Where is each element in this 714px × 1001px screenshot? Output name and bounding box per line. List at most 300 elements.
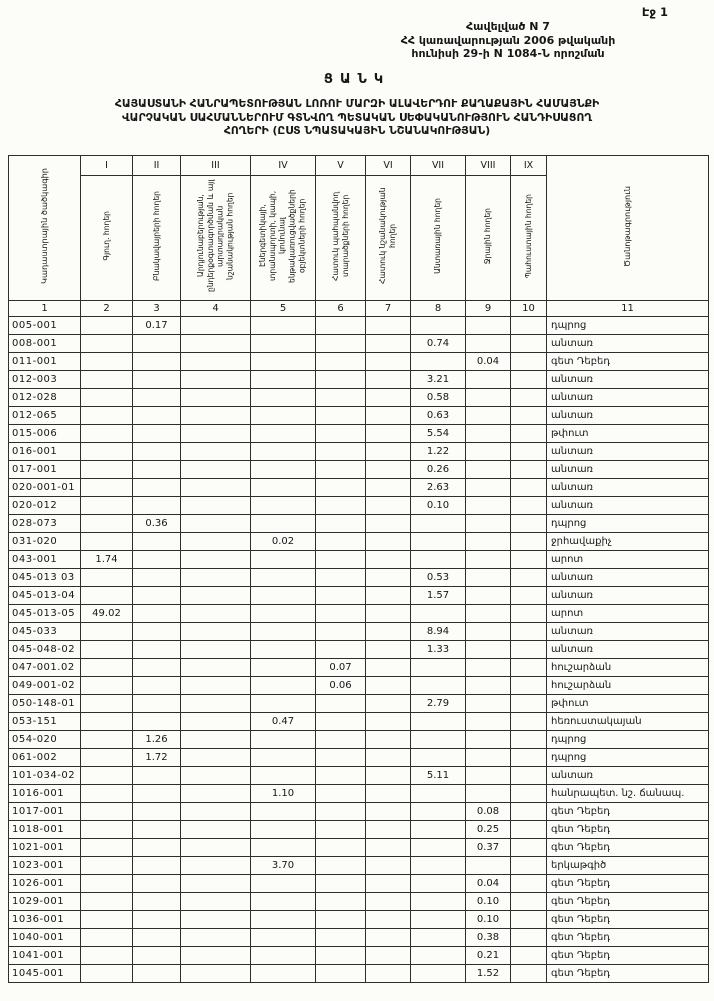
area-value-cell	[181, 641, 251, 659]
area-value-cell	[511, 785, 547, 803]
table-row	[9, 389, 709, 407]
area-value-cell	[466, 533, 511, 551]
area-value-cell	[366, 713, 411, 731]
area-value-cell	[466, 587, 511, 605]
table-row	[9, 515, 709, 533]
area-value-cell	[181, 677, 251, 695]
note-cell: գետ Դեբեդ	[547, 803, 709, 821]
area-value-cell	[81, 911, 133, 929]
table-row	[9, 353, 709, 371]
column-number-cell: 5	[251, 301, 316, 317]
area-value-cell	[181, 821, 251, 839]
cadastral-code-cell: 028-073	[9, 515, 81, 533]
note-cell: հուշարձան	[547, 659, 709, 677]
area-value-cell	[411, 785, 466, 803]
area-value-cell	[181, 479, 251, 497]
area-value-cell	[511, 821, 547, 839]
area-value-cell	[366, 857, 411, 875]
area-value-cell	[366, 893, 411, 911]
header-label: Բնակավայրերի հողեր	[151, 191, 161, 281]
area-value-cell	[366, 839, 411, 857]
area-value-cell	[181, 713, 251, 731]
area-value-cell	[511, 587, 547, 605]
cadastral-code-cell: 020-012	[9, 497, 81, 515]
area-value-cell	[251, 317, 316, 335]
header-land-category	[181, 176, 251, 301]
area-value-cell	[366, 443, 411, 461]
area-value-cell: 0.02	[251, 533, 316, 551]
area-value-cell	[316, 929, 366, 947]
area-value-cell	[81, 767, 133, 785]
area-value-cell: 0.06	[316, 677, 366, 695]
area-value-cell	[181, 749, 251, 767]
area-value-cell	[133, 893, 181, 911]
column-number-cell: 2	[81, 301, 133, 317]
header-land-category	[411, 176, 466, 301]
area-value-cell	[133, 443, 181, 461]
area-value-cell	[251, 389, 316, 407]
note-cell: անտառ	[547, 335, 709, 353]
area-value-cell	[511, 749, 547, 767]
table-row	[9, 731, 709, 749]
header-label: Էներգետիկայի, տրանսպորտի, կապի, կոմունալ ենթակառուցվածքների օբյեկտների հողեր	[258, 189, 307, 283]
area-value-cell	[411, 857, 466, 875]
column-number-cell: 1	[9, 301, 81, 317]
area-value-cell	[316, 641, 366, 659]
area-value-cell	[411, 839, 466, 857]
area-value-cell	[81, 677, 133, 695]
note-cell: անտառ	[547, 767, 709, 785]
cadastral-code-cell: 1041-001	[9, 947, 81, 965]
area-value-cell	[366, 389, 411, 407]
area-value-cell	[133, 497, 181, 515]
header-land-category	[466, 176, 511, 301]
table-row	[9, 407, 709, 425]
area-value-cell	[251, 641, 316, 659]
note-cell: թփուտ	[547, 695, 709, 713]
roman-numeral-cell: II	[133, 156, 181, 176]
area-value-cell	[466, 407, 511, 425]
column-number-cell: 11	[547, 301, 709, 317]
cadastral-code-cell: 1026-001	[9, 875, 81, 893]
note-cell: անտառ	[547, 443, 709, 461]
area-value-cell	[133, 821, 181, 839]
note-cell: արոտ	[547, 551, 709, 569]
area-value-cell	[316, 551, 366, 569]
area-value-cell	[181, 965, 251, 983]
cadastral-code-cell: 045-048-02	[9, 641, 81, 659]
area-value-cell: 1.72	[133, 749, 181, 767]
header-land-category	[316, 176, 366, 301]
roman-numeral-cell: IX	[511, 156, 547, 176]
area-value-cell	[511, 929, 547, 947]
area-value-cell: 0.07	[316, 659, 366, 677]
area-value-cell	[181, 893, 251, 911]
area-value-cell	[133, 785, 181, 803]
area-value-cell	[316, 461, 366, 479]
area-value-cell	[133, 407, 181, 425]
header-cadastral-code	[9, 156, 81, 301]
area-value-cell	[411, 929, 466, 947]
area-value-cell	[81, 785, 133, 803]
area-value-cell	[511, 695, 547, 713]
header-land-category	[251, 176, 316, 301]
area-value-cell	[251, 551, 316, 569]
header-label: Արդյունաբերության, ընդերքօգտագործման և այլ արտադրական նշանակության հողեր	[195, 179, 235, 293]
area-value-cell	[81, 839, 133, 857]
area-value-cell: 0.74	[411, 335, 466, 353]
area-value-cell	[251, 695, 316, 713]
title-line: ՎԱՐՉԱԿԱՆ ՍԱՀՄԱՆՆԵՐՈՒՄ ԳՏՆՎՈՂ ՊԵՏԱԿԱՆ ՍԵՓԱԿԱՆՈՒԹՅՈՒՆ ՀԱՆԴԻՍԱՑՈՂ	[121, 110, 593, 124]
area-value-cell: 0.58	[411, 389, 466, 407]
area-value-cell	[81, 407, 133, 425]
area-value-cell	[133, 533, 181, 551]
area-value-cell	[316, 965, 366, 983]
area-value-cell: 0.10	[466, 911, 511, 929]
area-value-cell	[466, 551, 511, 569]
area-value-cell	[511, 551, 547, 569]
area-value-cell	[466, 695, 511, 713]
header-label: Պահուստային հողեր	[523, 193, 533, 279]
area-value-cell	[251, 875, 316, 893]
area-value-cell	[511, 893, 547, 911]
area-value-cell	[366, 335, 411, 353]
area-value-cell	[316, 821, 366, 839]
cadastral-code-cell: 101-034-02	[9, 767, 81, 785]
area-value-cell	[133, 713, 181, 731]
area-value-cell: 49.02	[81, 605, 133, 623]
cadastral-code-cell: 017-001	[9, 461, 81, 479]
area-value-cell: 5.11	[411, 767, 466, 785]
page-number: Էջ 1	[641, 5, 668, 19]
area-value-cell	[251, 821, 316, 839]
roman-numeral-cell: VI	[366, 156, 411, 176]
roman-numeral-cell: VII	[411, 156, 466, 176]
area-value-cell	[251, 353, 316, 371]
area-value-cell	[81, 929, 133, 947]
cadastral-code-cell: 043-001	[9, 551, 81, 569]
area-value-cell	[133, 695, 181, 713]
area-value-cell	[181, 317, 251, 335]
area-value-cell	[466, 677, 511, 695]
table-row	[9, 965, 709, 983]
area-value-cell	[251, 371, 316, 389]
table-row	[9, 587, 709, 605]
area-value-cell	[366, 425, 411, 443]
table-row	[9, 443, 709, 461]
area-value-cell	[133, 605, 181, 623]
header-note	[547, 156, 709, 301]
area-value-cell	[316, 371, 366, 389]
cadastral-code-cell: 045-013 03	[9, 569, 81, 587]
area-value-cell	[133, 587, 181, 605]
area-value-cell	[511, 371, 547, 389]
area-value-cell	[511, 713, 547, 731]
roman-numeral-cell: I	[81, 156, 133, 176]
area-value-cell	[511, 317, 547, 335]
area-value-cell	[316, 587, 366, 605]
header-land-category	[133, 176, 181, 301]
area-value-cell	[133, 803, 181, 821]
table-row	[9, 371, 709, 389]
area-value-cell	[411, 605, 466, 623]
area-value-cell	[366, 569, 411, 587]
title-line: ՀՈՂԵՐԻ (ԸՍՏ ՆՊԱՏԱԿԱՅԻՆ ՆՇԱՆԱԿՈՒԹՅԱՆ)	[223, 124, 491, 137]
area-value-cell	[366, 605, 411, 623]
area-value-cell	[133, 857, 181, 875]
area-value-cell	[366, 407, 411, 425]
area-value-cell	[511, 407, 547, 425]
area-value-cell	[366, 641, 411, 659]
cadastral-code-cell: 1017-001	[9, 803, 81, 821]
area-value-cell	[511, 425, 547, 443]
cadastral-code-cell: 050-148-01	[9, 695, 81, 713]
area-value-cell	[366, 515, 411, 533]
area-value-cell: 1.33	[411, 641, 466, 659]
area-value-cell: 0.38	[466, 929, 511, 947]
area-value-cell	[181, 803, 251, 821]
area-value-cell	[366, 911, 411, 929]
area-value-cell	[181, 731, 251, 749]
table-row	[9, 677, 709, 695]
area-value-cell	[511, 605, 547, 623]
area-value-cell	[81, 425, 133, 443]
area-value-cell	[251, 569, 316, 587]
area-value-cell	[466, 371, 511, 389]
area-value-cell	[181, 425, 251, 443]
table-row	[9, 317, 709, 335]
area-value-cell	[81, 695, 133, 713]
area-value-cell	[466, 749, 511, 767]
area-value-cell	[181, 461, 251, 479]
area-value-cell	[466, 443, 511, 461]
table-row	[9, 857, 709, 875]
area-value-cell	[251, 659, 316, 677]
note-cell: անտառ	[547, 587, 709, 605]
roman-numeral-cell: IV	[251, 156, 316, 176]
area-value-cell	[316, 353, 366, 371]
area-value-cell	[181, 929, 251, 947]
area-value-cell	[466, 641, 511, 659]
area-value-cell	[366, 317, 411, 335]
area-value-cell	[133, 965, 181, 983]
header-label: Անտառային հողեր	[433, 198, 443, 274]
area-value-cell	[181, 551, 251, 569]
area-value-cell	[81, 731, 133, 749]
table-row	[9, 839, 709, 857]
cadastral-code-cell: 008-001	[9, 335, 81, 353]
header-land-category	[511, 176, 547, 301]
area-value-cell	[181, 785, 251, 803]
header-label: Ծանոթագրություն	[622, 185, 633, 267]
area-value-cell	[411, 911, 466, 929]
area-value-cell	[133, 569, 181, 587]
area-value-cell	[81, 749, 133, 767]
area-value-cell	[316, 389, 366, 407]
table-row	[9, 767, 709, 785]
area-value-cell	[81, 659, 133, 677]
area-value-cell	[181, 443, 251, 461]
area-value-cell	[366, 587, 411, 605]
area-value-cell	[316, 893, 366, 911]
cadastral-code-cell: 045-013-05	[9, 605, 81, 623]
note-cell: անտառ	[547, 479, 709, 497]
area-value-cell	[511, 857, 547, 875]
table-row	[9, 425, 709, 443]
cadastral-code-cell: 054-020	[9, 731, 81, 749]
cadastral-code-cell: 045-033	[9, 623, 81, 641]
note-cell: գետ Դեբեդ	[547, 911, 709, 929]
area-value-cell	[251, 731, 316, 749]
table-row	[9, 875, 709, 893]
cadastral-code-cell: 012-028	[9, 389, 81, 407]
area-value-cell	[411, 731, 466, 749]
area-value-cell	[366, 659, 411, 677]
cadastral-code-cell: 020-001-01	[9, 479, 81, 497]
area-value-cell: 0.04	[466, 875, 511, 893]
area-value-cell	[511, 335, 547, 353]
note-cell: հեռուստակայան	[547, 713, 709, 731]
area-value-cell	[251, 515, 316, 533]
area-value-cell	[466, 335, 511, 353]
area-value-cell	[133, 461, 181, 479]
note-cell: անտառ	[547, 389, 709, 407]
table-row	[9, 821, 709, 839]
area-value-cell	[251, 443, 316, 461]
cadastral-code-cell: 1029-001	[9, 893, 81, 911]
area-value-cell	[251, 893, 316, 911]
area-value-cell	[251, 425, 316, 443]
area-value-cell	[411, 893, 466, 911]
cadastral-code-cell: 047-001.02	[9, 659, 81, 677]
note-cell: դպրոց	[547, 731, 709, 749]
area-value-cell	[411, 803, 466, 821]
area-value-cell	[181, 407, 251, 425]
area-value-cell	[316, 569, 366, 587]
area-value-cell	[316, 839, 366, 857]
area-value-cell	[81, 893, 133, 911]
area-value-cell	[251, 461, 316, 479]
area-value-cell	[411, 551, 466, 569]
area-value-cell: 0.25	[466, 821, 511, 839]
column-number-cell: 3	[133, 301, 181, 317]
area-value-cell	[511, 911, 547, 929]
area-value-cell	[366, 767, 411, 785]
table-body	[9, 317, 709, 983]
area-value-cell	[251, 911, 316, 929]
area-value-cell	[181, 767, 251, 785]
area-value-cell	[366, 785, 411, 803]
area-value-cell: 0.53	[411, 569, 466, 587]
area-value-cell	[81, 641, 133, 659]
annex-line: Հավելված N 7	[466, 20, 550, 33]
area-value-cell: 5.54	[411, 425, 466, 443]
area-value-cell	[511, 875, 547, 893]
area-value-cell	[133, 911, 181, 929]
area-value-cell	[411, 749, 466, 767]
area-value-cell	[411, 533, 466, 551]
area-value-cell	[133, 641, 181, 659]
cadastral-code-cell: 1023-001	[9, 857, 81, 875]
area-value-cell	[511, 839, 547, 857]
note-cell: երկաթգիծ	[547, 857, 709, 875]
column-number-cell: 10	[511, 301, 547, 317]
area-value-cell	[316, 515, 366, 533]
area-value-cell	[511, 947, 547, 965]
area-value-cell	[251, 623, 316, 641]
area-value-cell: 0.21	[466, 947, 511, 965]
area-value-cell: 2.79	[411, 695, 466, 713]
table-row	[9, 605, 709, 623]
area-value-cell	[511, 677, 547, 695]
area-value-cell	[133, 425, 181, 443]
area-value-cell	[466, 731, 511, 749]
cadastral-code-cell: 012-065	[9, 407, 81, 425]
area-value-cell	[133, 371, 181, 389]
area-value-cell	[133, 335, 181, 353]
area-value-cell	[316, 713, 366, 731]
area-value-cell: 0.10	[411, 497, 466, 515]
area-value-cell	[81, 533, 133, 551]
area-value-cell	[466, 623, 511, 641]
column-number-cell: 7	[366, 301, 411, 317]
area-value-cell	[316, 335, 366, 353]
area-value-cell	[133, 875, 181, 893]
area-value-cell	[316, 623, 366, 641]
document-type-heading: ՑԱՆԿ	[323, 72, 391, 87]
area-value-cell	[81, 803, 133, 821]
area-value-cell	[251, 965, 316, 983]
header-label: Հատուկ պահպանվող տարածքների հողեր	[330, 191, 350, 281]
area-value-cell	[251, 929, 316, 947]
area-value-cell	[133, 623, 181, 641]
column-number-cell: 8	[411, 301, 466, 317]
area-value-cell	[81, 821, 133, 839]
area-value-cell	[411, 947, 466, 965]
roman-numeral-cell: V	[316, 156, 366, 176]
area-value-cell	[511, 515, 547, 533]
area-value-cell	[181, 947, 251, 965]
area-value-cell	[511, 461, 547, 479]
area-value-cell	[466, 425, 511, 443]
cadastral-code-cell: 005-001	[9, 317, 81, 335]
area-value-cell	[251, 839, 316, 857]
header-land-category	[81, 176, 133, 301]
table-row	[9, 641, 709, 659]
title-line: ՀԱՅԱՍՏԱՆԻ ՀԱՆՐԱՊԵՏՈՒԹՅԱՆ ԼՈՌՈՒ ՄԱՐԶԻ ԱԼԱՎԵՐԴՈՒ ՔԱՂԱՔԱՅԻՆ ՀԱՄԱՅՆՔԻ	[114, 97, 600, 110]
area-value-cell: 0.26	[411, 461, 466, 479]
area-value-cell	[181, 875, 251, 893]
area-value-cell	[411, 713, 466, 731]
area-value-cell	[316, 407, 366, 425]
area-value-cell	[81, 569, 133, 587]
area-value-cell	[366, 965, 411, 983]
area-value-cell	[366, 821, 411, 839]
area-value-cell: 1.22	[411, 443, 466, 461]
area-value-cell	[181, 335, 251, 353]
area-value-cell	[251, 767, 316, 785]
area-value-cell: 1.52	[466, 965, 511, 983]
area-value-cell	[81, 371, 133, 389]
area-value-cell	[81, 587, 133, 605]
area-value-cell	[316, 443, 366, 461]
area-value-cell: 1.74	[81, 551, 133, 569]
cadastral-code-cell: 045-013-04	[9, 587, 81, 605]
cadastral-code-cell: 061-002	[9, 749, 81, 767]
area-value-cell	[81, 389, 133, 407]
area-value-cell: 0.36	[133, 515, 181, 533]
note-cell: գետ Դեբեդ	[547, 839, 709, 857]
